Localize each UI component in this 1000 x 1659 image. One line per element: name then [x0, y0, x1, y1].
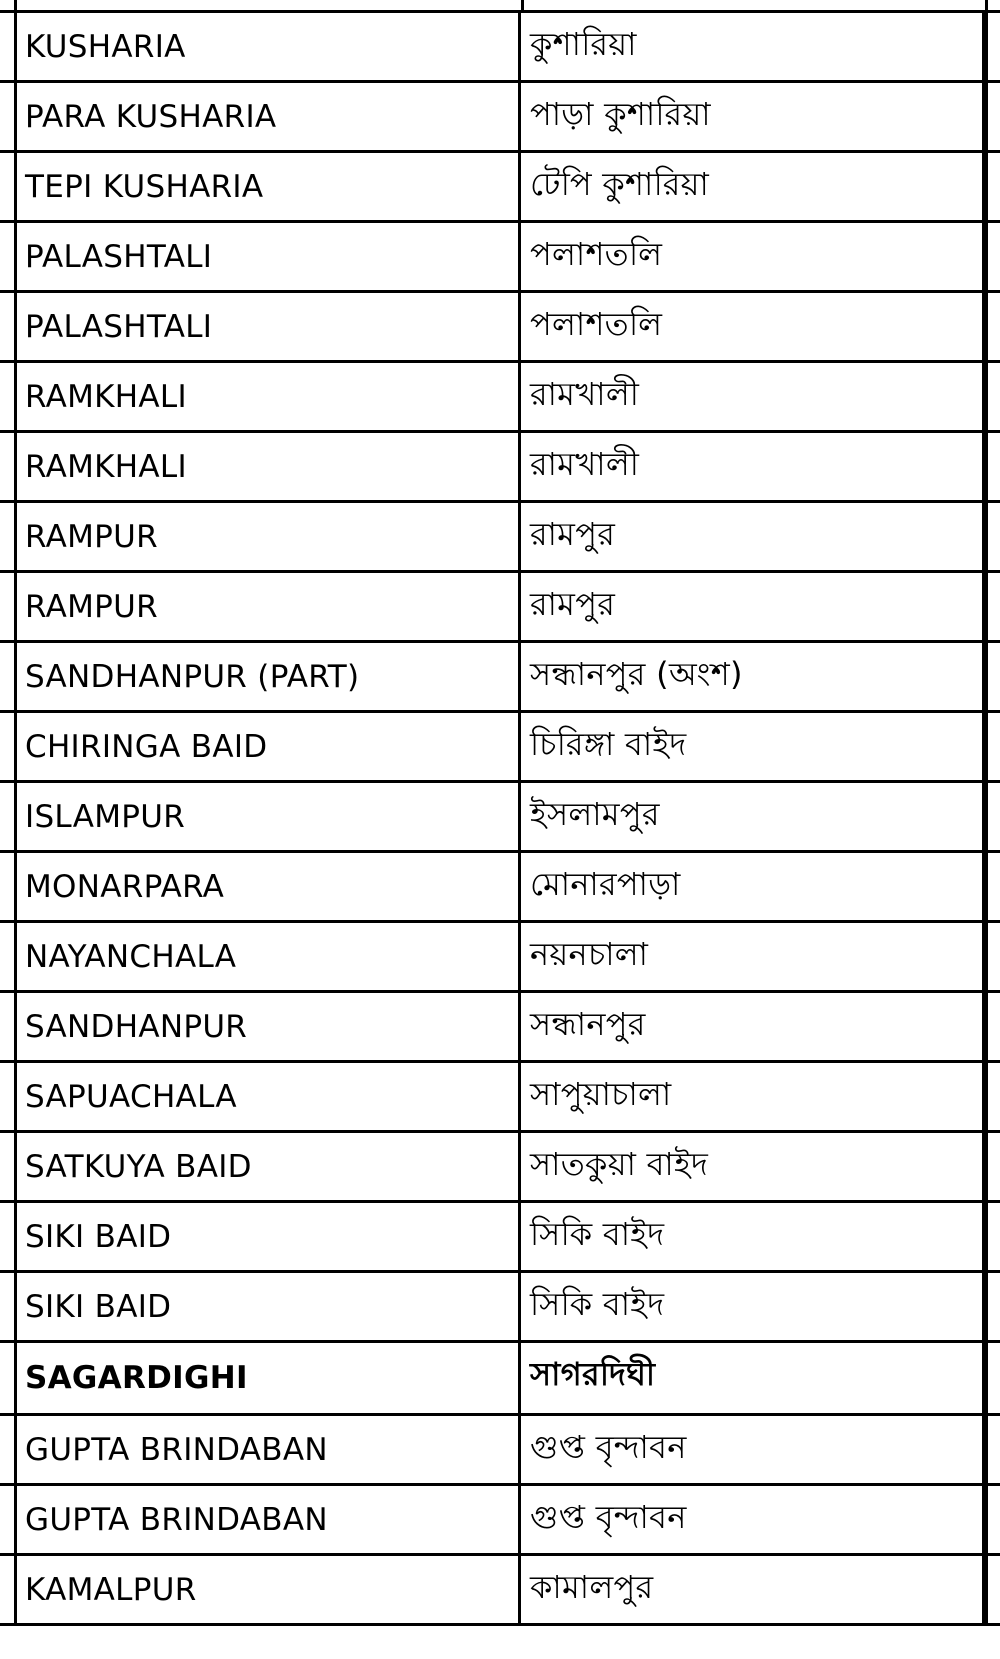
english-name-cell: PALASHTALI	[17, 293, 521, 360]
bengali-name-cell: গুপ্ত বৃন্দাবন	[524, 1416, 985, 1483]
english-name-cell: TEPI KUSHARIA	[17, 153, 521, 220]
bengali-name-cell: গুপ্ত বৃন্দাবন	[524, 1486, 985, 1553]
bengali-name-cell: টেপি কুশারিয়া	[524, 153, 985, 220]
english-name-cell: SIKI BAID	[17, 1203, 521, 1270]
table-right-edge	[985, 500, 1000, 573]
table-row	[0, 920, 1000, 990]
bengali-name-cell: সন্ধানপুর	[524, 993, 985, 1060]
place-name-table	[0, 10, 1000, 1626]
bengali-name-cell: রামখালী	[524, 363, 985, 430]
english-name-cell: KUSHARIA	[17, 13, 521, 80]
english-name-cell: PARA KUSHARIA	[17, 83, 521, 150]
bengali-name-cell: চিরিঙ্গা বাইদ	[524, 713, 985, 780]
table-row	[0, 430, 1000, 500]
table-row	[0, 570, 1000, 640]
bengali-name-cell: রামপুর	[524, 573, 985, 640]
bengali-name-cell: পাড়া কুশারিয়া	[524, 83, 985, 150]
table-row	[0, 990, 1000, 1060]
table-right-edge	[985, 1200, 1000, 1273]
table-right-edge	[985, 150, 1000, 223]
english-name-cell: RAMKHALI	[17, 363, 521, 430]
table-row	[0, 500, 1000, 570]
english-name-cell: MONARPARA	[17, 853, 521, 920]
bengali-name-cell: সন্ধানপুর (অংশ)	[524, 643, 985, 710]
table-right-edge	[985, 850, 1000, 923]
table-right-edge	[985, 1483, 1000, 1556]
english-name-cell: CHIRINGA BAID	[17, 713, 521, 780]
english-name-cell: NAYANCHALA	[17, 923, 521, 990]
bengali-name-cell: পলাশতলি	[524, 293, 985, 360]
table-row	[0, 1270, 1000, 1340]
table-right-edge	[985, 920, 1000, 993]
english-name-cell: SATKUYA BAID	[17, 1133, 521, 1200]
english-name-cell: SAPUACHALA	[17, 1063, 521, 1130]
english-name-cell: PALASHTALI	[17, 223, 521, 290]
table-right-edge	[985, 1130, 1000, 1203]
bengali-name-cell: রামপুর	[524, 503, 985, 570]
bengali-name-cell: মোনারপাড়া	[524, 853, 985, 920]
english-name-cell: SAGARDIGHI	[17, 1343, 521, 1413]
english-name-cell: ISLAMPUR	[17, 783, 521, 850]
table-right-edge	[985, 640, 1000, 713]
table-row	[0, 1200, 1000, 1270]
bengali-name-cell: নয়নচালা	[524, 923, 985, 990]
table-row	[0, 640, 1000, 710]
bengali-name-cell: সাগরদিঘী	[524, 1343, 985, 1413]
bengali-name-cell: ইসলামপুর	[524, 783, 985, 850]
bengali-name-cell: সিকি বাইদ	[524, 1203, 985, 1270]
bengali-name-cell: সাপুয়াচালা	[524, 1063, 985, 1130]
english-name-cell: GUPTA BRINDABAN	[17, 1486, 521, 1553]
table-right-edge	[985, 1340, 1000, 1416]
english-name-cell: KAMALPUR	[17, 1556, 521, 1623]
table-row	[0, 360, 1000, 430]
table-row	[0, 710, 1000, 780]
bengali-name-cell: কামালপুর	[524, 1556, 985, 1623]
table-row	[0, 220, 1000, 290]
table-header-edge	[0, 0, 1000, 10]
bengali-name-cell: রামখালী	[524, 433, 985, 500]
table-row	[0, 1553, 1000, 1626]
table-right-edge	[985, 1270, 1000, 1343]
table-right-edge	[985, 710, 1000, 783]
table-right-edge	[985, 80, 1000, 153]
bengali-name-cell: পলাশতলি	[524, 223, 985, 290]
table-right-edge	[985, 430, 1000, 503]
table-right-edge	[985, 990, 1000, 1063]
english-name-cell: SANDHANPUR	[17, 993, 521, 1060]
english-name-cell: GUPTA BRINDABAN	[17, 1416, 521, 1483]
table-row	[0, 290, 1000, 360]
table-row	[0, 80, 1000, 150]
english-name-cell: RAMPUR	[17, 573, 521, 640]
table-row	[0, 1130, 1000, 1200]
table-right-edge	[985, 360, 1000, 433]
table-right-edge	[985, 1413, 1000, 1486]
table-right-edge	[985, 10, 1000, 83]
table-right-edge	[985, 1060, 1000, 1133]
table-right-edge	[985, 570, 1000, 643]
english-name-cell: RAMKHALI	[17, 433, 521, 500]
table-row	[0, 1060, 1000, 1130]
table-row	[0, 780, 1000, 850]
bengali-name-cell: সাতকুয়া বাইদ	[524, 1133, 985, 1200]
english-name-cell: SIKI BAID	[17, 1273, 521, 1340]
table-row	[0, 10, 1000, 80]
table-right-edge	[985, 780, 1000, 853]
table-row	[0, 850, 1000, 920]
table-row	[0, 1413, 1000, 1483]
english-name-cell: SANDHANPUR (PART)	[17, 643, 521, 710]
table-row	[0, 1483, 1000, 1553]
table-row	[0, 1340, 1000, 1413]
english-name-cell: RAMPUR	[17, 503, 521, 570]
table-right-edge	[985, 290, 1000, 363]
bengali-name-cell: সিকি বাইদ	[524, 1273, 985, 1340]
bengali-name-cell: কুশারিয়া	[524, 13, 985, 80]
table-right-edge	[985, 1553, 1000, 1626]
table-row	[0, 150, 1000, 220]
table-right-edge	[985, 220, 1000, 293]
